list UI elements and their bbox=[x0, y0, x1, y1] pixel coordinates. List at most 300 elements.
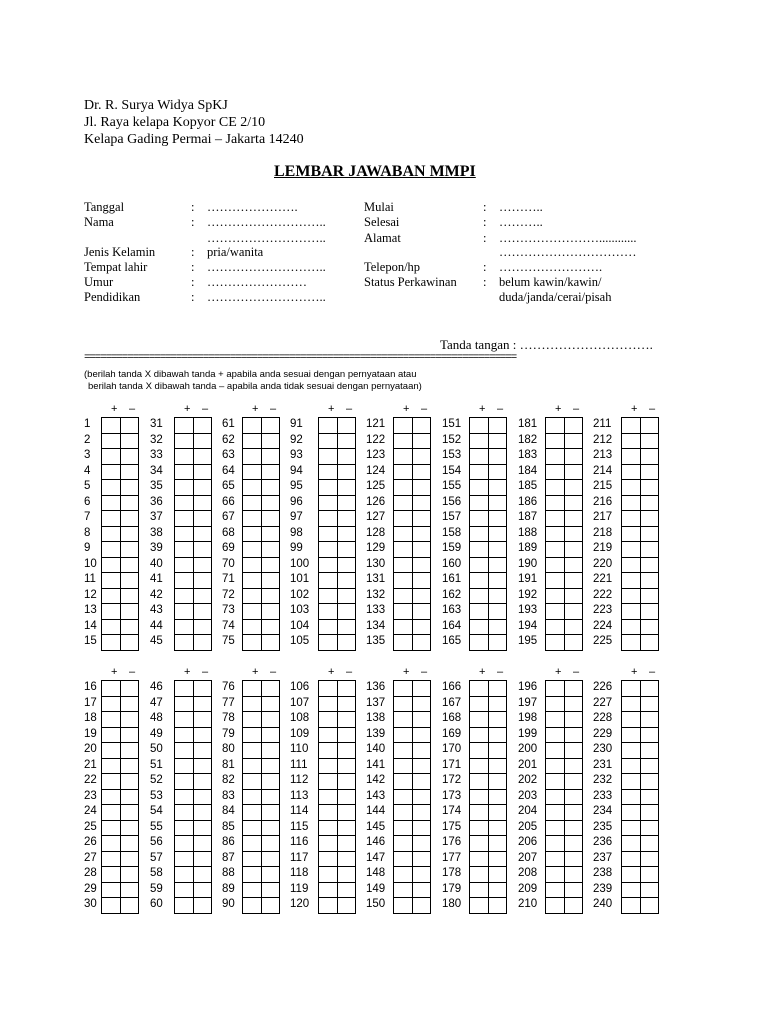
box-row-line bbox=[622, 433, 658, 434]
question-number: 163 bbox=[442, 604, 462, 616]
form-value[interactable]: …………………… bbox=[207, 275, 307, 289]
box-row-line bbox=[319, 696, 355, 697]
question-number: 8 bbox=[84, 526, 91, 539]
answer-box-column[interactable] bbox=[242, 680, 280, 914]
answer-box-column[interactable] bbox=[393, 680, 431, 914]
box-row-line bbox=[622, 448, 658, 449]
question-number: 182 bbox=[518, 433, 538, 446]
box-row-line bbox=[102, 897, 138, 898]
question-number: 117 bbox=[290, 851, 309, 864]
question-number: 120 bbox=[290, 898, 310, 910]
question-number: 64 bbox=[222, 464, 235, 477]
box-row-line bbox=[319, 433, 355, 434]
box-row-line bbox=[102, 479, 138, 480]
box-row-line bbox=[102, 835, 138, 836]
answer-box-column[interactable] bbox=[545, 417, 583, 651]
box-row-line bbox=[546, 448, 582, 449]
box-row-line bbox=[243, 866, 279, 867]
question-number: 233 bbox=[593, 789, 613, 802]
form-value[interactable]: pria/wanita bbox=[207, 245, 264, 259]
question-number: 201 bbox=[518, 758, 538, 771]
question-number: 112 bbox=[290, 774, 309, 786]
plus-mark: + bbox=[111, 403, 118, 415]
question-number: 123 bbox=[366, 449, 386, 461]
question-number: 19 bbox=[84, 727, 97, 740]
plus-mark: + bbox=[479, 403, 486, 415]
box-row-line bbox=[394, 634, 430, 635]
box-row-line bbox=[175, 526, 211, 527]
question-number: 135 bbox=[366, 635, 386, 647]
box-row-line bbox=[470, 820, 506, 821]
form-label: Telepon/hp bbox=[364, 260, 421, 274]
box-divider bbox=[120, 418, 121, 650]
question-number: 100 bbox=[290, 557, 310, 570]
form-colon: : bbox=[191, 260, 195, 274]
signature-field[interactable] bbox=[440, 337, 653, 353]
box-row-line bbox=[394, 758, 430, 759]
question-number: 173 bbox=[442, 789, 462, 802]
answer-block-1 bbox=[0, 403, 768, 665]
box-row-line bbox=[243, 727, 279, 728]
box-row-line bbox=[175, 882, 211, 883]
question-number: 34 bbox=[150, 464, 163, 477]
question-number: 56 bbox=[150, 836, 163, 848]
question-number: 88 bbox=[222, 867, 235, 879]
answer-box-column[interactable] bbox=[101, 680, 139, 914]
question-number: 150 bbox=[366, 898, 386, 910]
answer-box-column[interactable] bbox=[318, 680, 356, 914]
box-row-line bbox=[319, 510, 355, 511]
question-number: 136 bbox=[366, 681, 386, 693]
box-row-line bbox=[394, 727, 430, 728]
box-row-line bbox=[175, 464, 211, 465]
form-value[interactable]: ……………………….. bbox=[207, 260, 326, 274]
minus-mark: – bbox=[649, 403, 656, 415]
box-row-line bbox=[546, 603, 582, 604]
question-number: 176 bbox=[442, 836, 462, 848]
box-row-line bbox=[394, 433, 430, 434]
box-row-line bbox=[546, 479, 582, 480]
box-row-line bbox=[175, 572, 211, 573]
box-row-line bbox=[546, 619, 582, 620]
box-row-line bbox=[319, 866, 355, 867]
form-value[interactable]: ……….. bbox=[499, 200, 543, 214]
question-number: 221 bbox=[593, 573, 613, 585]
form-label: Pendidikan bbox=[84, 290, 141, 304]
form-value[interactable]: duda/janda/cerai/pisah bbox=[499, 290, 612, 304]
question-number: 54 bbox=[150, 805, 163, 817]
minus-mark: – bbox=[497, 666, 504, 678]
box-row-line bbox=[546, 742, 582, 743]
question-number: 134 bbox=[366, 619, 386, 632]
question-number: 156 bbox=[442, 495, 462, 508]
question-number: 97 bbox=[290, 511, 303, 523]
box-row-line bbox=[319, 742, 355, 743]
box-row-line bbox=[546, 495, 582, 496]
question-number: 43 bbox=[150, 604, 163, 616]
box-row-line bbox=[470, 464, 506, 465]
box-row-line bbox=[175, 541, 211, 542]
minus-mark: – bbox=[421, 666, 428, 678]
box-row-line bbox=[175, 634, 211, 635]
question-number: 232 bbox=[593, 774, 613, 786]
box-row-line bbox=[102, 696, 138, 697]
box-row-line bbox=[243, 851, 279, 852]
question-number: 77 bbox=[222, 696, 235, 709]
box-row-line bbox=[394, 711, 430, 712]
box-row-line bbox=[243, 711, 279, 712]
question-number: 18 bbox=[84, 712, 97, 724]
box-row-line bbox=[243, 479, 279, 480]
question-number: 168 bbox=[442, 712, 462, 724]
form-value[interactable]: ……….. bbox=[499, 215, 543, 229]
box-row-line bbox=[470, 773, 506, 774]
box-row-line bbox=[546, 634, 582, 635]
question-number: 85 bbox=[222, 820, 235, 833]
answer-box-column[interactable] bbox=[469, 680, 507, 914]
box-divider bbox=[193, 681, 194, 913]
box-row-line bbox=[102, 773, 138, 774]
answer-box-column[interactable] bbox=[174, 417, 212, 651]
minus-mark: – bbox=[270, 403, 277, 415]
box-row-line bbox=[175, 696, 211, 697]
plus-mark: + bbox=[328, 403, 335, 415]
question-number: 152 bbox=[442, 433, 462, 446]
box-row-line bbox=[102, 464, 138, 465]
question-number: 179 bbox=[442, 882, 462, 895]
box-row-line bbox=[319, 588, 355, 589]
separator-line: ================================================================================ bbox=[84, 352, 517, 364]
box-row-line bbox=[243, 696, 279, 697]
question-number: 4 bbox=[84, 464, 91, 477]
box-row-line bbox=[102, 619, 138, 620]
question-number: 195 bbox=[518, 635, 538, 647]
box-row-line bbox=[243, 526, 279, 527]
box-row-line bbox=[243, 572, 279, 573]
question-number: 62 bbox=[222, 433, 235, 446]
question-number: 51 bbox=[150, 758, 163, 771]
box-row-line bbox=[102, 882, 138, 883]
question-number: 137 bbox=[366, 696, 386, 709]
box-row-line bbox=[102, 866, 138, 867]
box-row-line bbox=[622, 742, 658, 743]
question-number: 3 bbox=[84, 449, 91, 461]
question-number: 155 bbox=[442, 480, 462, 492]
question-number: 82 bbox=[222, 774, 235, 786]
question-number: 166 bbox=[442, 681, 462, 693]
question-number: 44 bbox=[150, 619, 163, 632]
question-number: 174 bbox=[442, 805, 462, 817]
form-label: Jenis Kelamin bbox=[84, 245, 156, 259]
question-number: 17 bbox=[84, 696, 97, 709]
box-divider bbox=[488, 681, 489, 913]
question-number: 107 bbox=[290, 696, 310, 709]
question-number: 83 bbox=[222, 789, 235, 802]
question-number: 211 bbox=[593, 418, 612, 430]
box-row-line bbox=[546, 541, 582, 542]
box-row-line bbox=[243, 541, 279, 542]
answer-box-column[interactable] bbox=[621, 680, 659, 914]
question-number: 113 bbox=[290, 789, 309, 802]
question-number: 205 bbox=[518, 820, 538, 833]
box-divider bbox=[640, 418, 641, 650]
answer-box-column[interactable] bbox=[101, 417, 139, 651]
form-value[interactable]: ……………………............ bbox=[499, 231, 637, 245]
question-number: 14 bbox=[84, 619, 97, 632]
box-row-line bbox=[243, 835, 279, 836]
box-divider bbox=[640, 681, 641, 913]
box-row-line bbox=[470, 727, 506, 728]
box-row-line bbox=[546, 557, 582, 558]
box-row-line bbox=[243, 588, 279, 589]
box-row-line bbox=[102, 448, 138, 449]
box-row-line bbox=[175, 448, 211, 449]
question-number: 103 bbox=[290, 604, 310, 616]
box-row-line bbox=[546, 866, 582, 867]
box-row-line bbox=[102, 526, 138, 527]
box-row-line bbox=[243, 464, 279, 465]
question-number: 149 bbox=[366, 882, 386, 895]
question-number: 128 bbox=[366, 526, 386, 539]
box-row-line bbox=[102, 804, 138, 805]
box-row-line bbox=[175, 433, 211, 434]
form-colon: : bbox=[191, 200, 195, 214]
form-value[interactable]: …………………. bbox=[207, 200, 298, 214]
question-number: 207 bbox=[518, 851, 538, 864]
box-row-line bbox=[546, 588, 582, 589]
question-number: 122 bbox=[366, 433, 386, 446]
minus-mark: – bbox=[649, 666, 656, 678]
plus-mark: + bbox=[403, 666, 410, 678]
box-row-line bbox=[470, 433, 506, 434]
box-row-line bbox=[175, 897, 211, 898]
box-row-line bbox=[175, 835, 211, 836]
answer-box-column[interactable] bbox=[469, 417, 507, 651]
box-row-line bbox=[243, 557, 279, 558]
minus-mark: – bbox=[202, 403, 209, 415]
question-number: 180 bbox=[442, 898, 462, 910]
answer-box-column[interactable] bbox=[545, 680, 583, 914]
box-row-line bbox=[175, 603, 211, 604]
question-number: 139 bbox=[366, 727, 386, 740]
question-number: 37 bbox=[150, 511, 163, 523]
question-number: 81 bbox=[222, 758, 235, 771]
question-number: 130 bbox=[366, 557, 386, 570]
question-number: 235 bbox=[593, 820, 613, 833]
question-number: 104 bbox=[290, 619, 310, 632]
box-row-line bbox=[319, 634, 355, 635]
box-row-line bbox=[622, 526, 658, 527]
box-row-line bbox=[470, 897, 506, 898]
box-row-line bbox=[319, 851, 355, 852]
box-row-line bbox=[394, 495, 430, 496]
question-number: 48 bbox=[150, 712, 163, 724]
form-colon: : bbox=[483, 200, 487, 214]
question-number: 80 bbox=[222, 743, 235, 755]
question-number: 49 bbox=[150, 727, 163, 740]
box-row-line bbox=[546, 835, 582, 836]
box-row-line bbox=[622, 820, 658, 821]
form-colon: : bbox=[191, 275, 195, 289]
box-divider bbox=[337, 681, 338, 913]
question-number: 188 bbox=[518, 526, 538, 539]
answer-box-column[interactable] bbox=[242, 417, 280, 651]
box-row-line bbox=[243, 897, 279, 898]
form-value[interactable]: …………………………… bbox=[499, 245, 637, 259]
box-divider bbox=[412, 418, 413, 650]
question-number: 116 bbox=[290, 836, 309, 848]
question-number: 66 bbox=[222, 495, 235, 508]
box-divider bbox=[564, 681, 565, 913]
box-row-line bbox=[319, 835, 355, 836]
box-row-line bbox=[622, 758, 658, 759]
question-number: 240 bbox=[593, 898, 613, 910]
question-number: 141 bbox=[366, 758, 386, 771]
question-number: 198 bbox=[518, 712, 538, 724]
question-number: 35 bbox=[150, 480, 163, 492]
question-number: 229 bbox=[593, 727, 613, 740]
box-row-line bbox=[546, 433, 582, 434]
box-row-line bbox=[470, 557, 506, 558]
question-number: 203 bbox=[518, 789, 538, 802]
question-number: 60 bbox=[150, 898, 163, 910]
box-row-line bbox=[394, 773, 430, 774]
question-number: 111 bbox=[290, 758, 308, 771]
question-number: 70 bbox=[222, 557, 235, 570]
question-number: 160 bbox=[442, 557, 462, 570]
form-value[interactable]: ……………………….. bbox=[207, 290, 326, 304]
box-row-line bbox=[175, 495, 211, 496]
question-number: 187 bbox=[518, 511, 538, 523]
minus-mark: – bbox=[421, 403, 428, 415]
box-row-line bbox=[546, 572, 582, 573]
box-row-line bbox=[319, 495, 355, 496]
question-number: 6 bbox=[84, 495, 91, 508]
question-number: 212 bbox=[593, 433, 613, 446]
question-number: 90 bbox=[222, 898, 235, 910]
box-row-line bbox=[546, 727, 582, 728]
question-number: 183 bbox=[518, 449, 538, 461]
question-number: 67 bbox=[222, 511, 235, 523]
question-number: 76 bbox=[222, 681, 235, 693]
question-number: 236 bbox=[593, 836, 613, 848]
answer-box-column[interactable] bbox=[621, 417, 659, 651]
form-colon: : bbox=[191, 215, 195, 229]
answer-block-2 bbox=[0, 666, 768, 928]
box-row-line bbox=[622, 588, 658, 589]
question-number: 31 bbox=[150, 418, 163, 430]
minus-mark: – bbox=[573, 666, 580, 678]
question-number: 162 bbox=[442, 588, 462, 601]
question-number: 177 bbox=[442, 851, 462, 864]
question-number: 186 bbox=[518, 495, 538, 508]
box-row-line bbox=[394, 479, 430, 480]
question-number: 216 bbox=[593, 495, 613, 508]
question-number: 145 bbox=[366, 820, 386, 833]
answer-box-column[interactable] bbox=[318, 417, 356, 651]
question-number: 148 bbox=[366, 867, 386, 879]
question-number: 114 bbox=[290, 805, 309, 817]
question-number: 94 bbox=[290, 464, 303, 477]
box-row-line bbox=[102, 603, 138, 604]
answer-box-column[interactable] bbox=[393, 417, 431, 651]
question-number: 41 bbox=[150, 573, 163, 585]
question-number: 209 bbox=[518, 882, 538, 895]
plus-mark: + bbox=[631, 666, 638, 678]
question-number: 95 bbox=[290, 480, 303, 492]
form-value[interactable]: ……………………….. bbox=[207, 231, 326, 245]
form-value[interactable]: belum kawin/kawin/ bbox=[499, 275, 602, 289]
box-row-line bbox=[319, 882, 355, 883]
box-row-line bbox=[243, 789, 279, 790]
question-number: 5 bbox=[84, 480, 91, 492]
box-row-line bbox=[319, 711, 355, 712]
question-number: 21 bbox=[84, 758, 97, 771]
form-label: Umur bbox=[84, 275, 114, 289]
question-number: 124 bbox=[366, 464, 386, 477]
question-number: 91 bbox=[290, 418, 303, 430]
signature-dots: …………………………. bbox=[519, 337, 653, 352]
question-number: 110 bbox=[290, 743, 309, 755]
question-number: 39 bbox=[150, 542, 163, 554]
question-number: 192 bbox=[518, 588, 538, 601]
question-number: 129 bbox=[366, 542, 386, 554]
question-number: 193 bbox=[518, 604, 538, 616]
question-number: 210 bbox=[518, 898, 538, 910]
box-row-line bbox=[470, 588, 506, 589]
question-number: 27 bbox=[84, 851, 97, 864]
form-label: Tempat lahir bbox=[84, 260, 148, 274]
form-value[interactable]: ……………………. bbox=[499, 260, 603, 274]
doctor-name: Dr. R. Surya Widya SpKJ bbox=[84, 98, 228, 113]
box-row-line bbox=[394, 619, 430, 620]
question-number: 138 bbox=[366, 712, 386, 724]
box-row-line bbox=[622, 619, 658, 620]
question-number: 72 bbox=[222, 588, 235, 601]
box-row-line bbox=[319, 464, 355, 465]
box-row-line bbox=[470, 789, 506, 790]
question-number: 172 bbox=[442, 774, 462, 786]
form-label: Status Perkawinan bbox=[364, 275, 457, 289]
question-number: 220 bbox=[593, 557, 613, 570]
box-row-line bbox=[102, 742, 138, 743]
plus-mark: + bbox=[184, 403, 191, 415]
box-row-line bbox=[622, 541, 658, 542]
question-number: 126 bbox=[366, 495, 386, 508]
question-number: 29 bbox=[84, 882, 97, 895]
box-row-line bbox=[622, 557, 658, 558]
form-value[interactable]: ……………………….. bbox=[207, 215, 326, 229]
box-row-line bbox=[470, 603, 506, 604]
question-number: 12 bbox=[84, 588, 97, 601]
minus-mark: – bbox=[346, 403, 353, 415]
question-number: 167 bbox=[442, 696, 462, 709]
box-row-line bbox=[546, 820, 582, 821]
box-row-line bbox=[243, 773, 279, 774]
answer-box-column[interactable] bbox=[174, 680, 212, 914]
question-number: 170 bbox=[442, 743, 462, 755]
question-number: 45 bbox=[150, 635, 163, 647]
box-row-line bbox=[470, 711, 506, 712]
box-row-line bbox=[546, 464, 582, 465]
box-row-line bbox=[622, 464, 658, 465]
question-number: 161 bbox=[442, 573, 462, 585]
form-colon: : bbox=[191, 290, 195, 304]
box-row-line bbox=[622, 572, 658, 573]
question-number: 42 bbox=[150, 588, 163, 601]
question-number: 86 bbox=[222, 836, 235, 848]
question-number: 219 bbox=[593, 542, 613, 554]
